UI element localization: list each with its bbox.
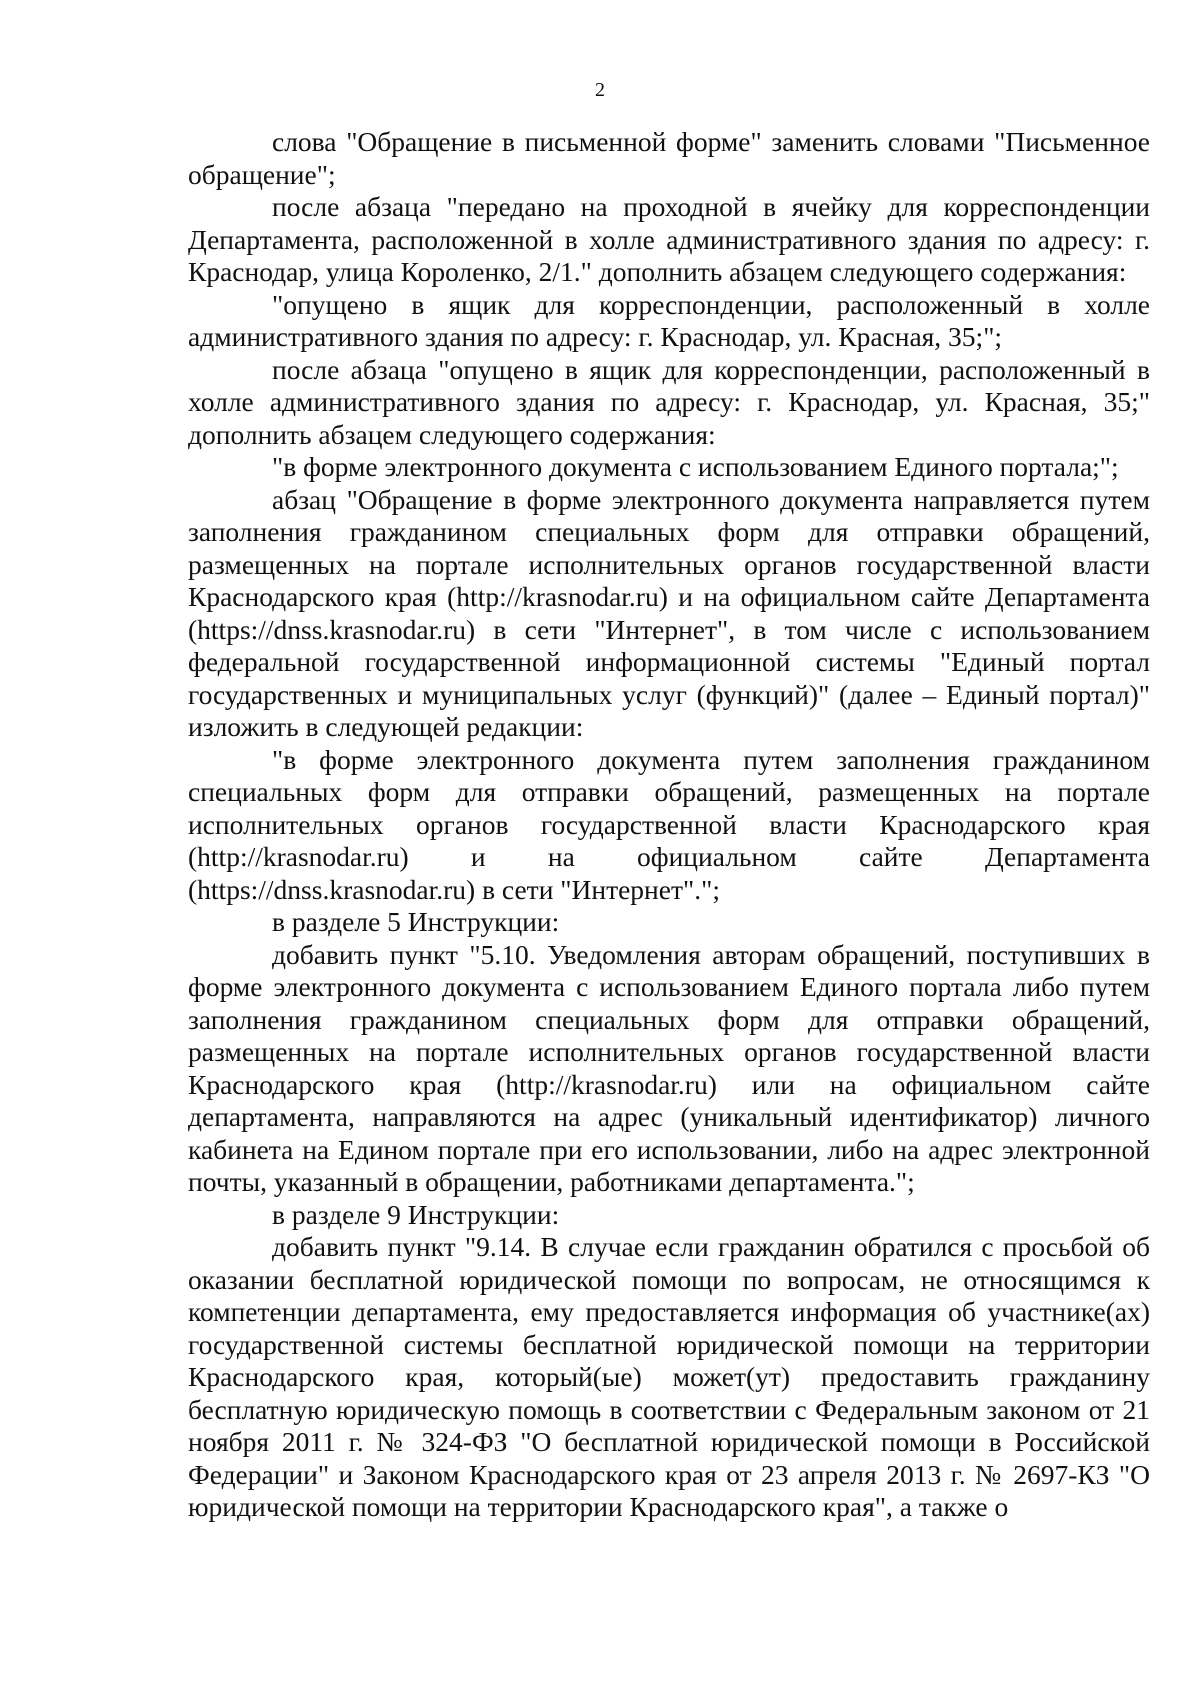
paragraph-section-9: в разделе 9 Инструкции: bbox=[272, 1198, 560, 1230]
page-number: 2 bbox=[595, 79, 605, 101]
paragraph-item-5-10: добавить пункт "5.10. Уведомления авторам обращений, поступивших в форме электронного документа с использованием Единого портала либо путем заполнения гражданином специальных форм для отправки обращений, размещенных на портале исполнительных органов государственной власти Краснодарского края (http://krasnodar.ru) или на официальном сайте департамента, направляются на адрес (уникальный идентификатор) личного кабинета на Едином портале при его использовании, либо на адрес электронной почты, указанный в обращении, работниками департамента."; bbox=[188, 938, 1150, 1197]
paragraph-replace-words: слова "Обращение в письменной форме" заменить словами "Письменное обращение"; bbox=[188, 126, 1150, 190]
paragraph-section-5: в разделе 5 Инструкции: bbox=[272, 906, 560, 937]
document-body bbox=[188, 126, 1150, 1524]
paragraph-abzac-electronic: абзац "Обращение в форме электронного документа направляется путем заполнения гражданином специальных форм для отправки обращений, размещенных на портале исполнительных органов государственной власти Краснодарского края (http://krasnodar.ru) и на официальном сайте Департамента (https://dnss.krasnodar.ru) в сети "Интернет", в том числе с использованием федеральной государственной информационной системы "Единый портал государственных и муниципальных услуг (функций)" (далее – Единый портал)" изложить в следующей редакции: bbox=[188, 483, 1150, 742]
paragraph-after-mailbox: после абзаца "опущено в ящик для корреспонденции, расположенный в холле административного здания по адресу: г. Краснодар, ул. Красная, 35;" дополнить абзацем следующего содержания: bbox=[188, 353, 1150, 450]
paragraph-electronic-portal: "в форме электронного документа с использованием Единого портала;"; bbox=[272, 451, 1119, 482]
paragraph-new-edition: "в форме электронного документа путем заполнения гражданином специальных форм для отправки обращений, размещенных на портале исполнительных органов государственной власти Краснодарского края (http://krasnodar.ru) и на официальном сайте Департамента (https://dnss.krasnodar.ru) в сети "Интернет"."; bbox=[188, 743, 1150, 905]
paragraph-item-9-14: добавить пункт "9.14. В случае если гражданин обратился с просьбой об оказании бесплатной юридической помощи по вопросам, не относящимся к компетенции департамента, ему предоставляется информация об участнике(ах) государственной системы бесплатной юридической помощи на территории Краснодарского края, который(ые) может(ут) предоставить гражданину бесплатную юридическую помощь в соответствии с Федеральным законом от 21 ноября 2011 г. № 324-ФЗ "О бесплатной юридической помощи в Российской Федерации" и Законом Краснодарского края от 23 апреля 2013 г. № 2697-КЗ "О юридической помощи на территории Краснодарского края", а также о bbox=[188, 1231, 1150, 1522]
paragraph-after-korolenko: после абзаца "передано на проходной в ячейку для корреспонденции Департамента, расположенной в холле административного здания по адресу: г. Краснодар, улица Короленко, 2/1." дополнить абзацем следующего содержания: bbox=[188, 191, 1150, 287]
paragraph-mailbox-krasnaya: "опущено в ящик для корреспонденции, расположенный в холле административного здания по адресу: г. Краснодар, ул. Красная, 35;"; bbox=[188, 288, 1150, 352]
